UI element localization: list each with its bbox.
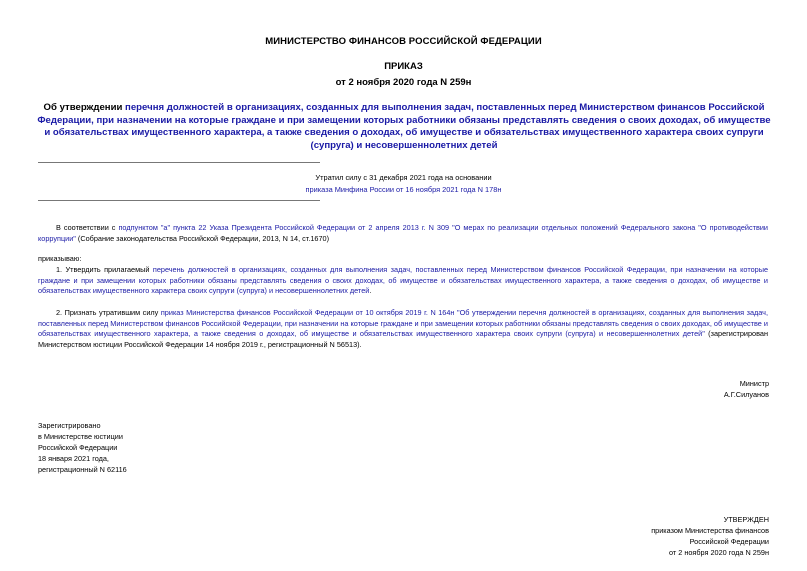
approved-block [549,514,769,558]
signature-name: А.Г.Силуанов [723,390,769,399]
status-block [0,172,807,196]
document-type: ПРИКАЗ [384,61,423,72]
approved-line: от 2 ноября 2020 года N 259н [668,548,769,557]
approved-line: Российской Федерации [689,537,769,546]
item-2-text-after: (зарегистрирован Министерством юстиции Российской Федерации 14 ноября 2019 г., регистрационный N 56513). [38,329,768,350]
registration-line: регистрационный N 62116 [38,465,127,474]
divider-bottom [38,200,320,201]
registration-line: в Министерстве юстиции [38,432,123,441]
item-2-text-before: 2. Признать утратившим силу [56,308,161,317]
order-word: приказываю: [38,254,82,263]
status-link[interactable]: приказа Минфина России от 16 ноября 2021 года N 178н [305,185,502,194]
item-1-text-after: . [369,286,372,296]
item-2-paragraph [38,308,768,351]
registration-line: Зарегистрировано [38,421,101,430]
title-prefix: Об утверждении [43,102,126,113]
ministry-heading: МИНИСТЕРСТВО ФИНАНСОВ РОССИЙСКОЙ ФЕДЕРАЦИИ [265,36,542,47]
title-list-link[interactable]: перечня должностей в организациях, созданных для выполнения задач, поставленных перед Министерством финансов Российской Федерации, при назначении на которые граждане и при замещении которых работники обязаны представлять сведения о своих доходах, об имуществе и обязательствах имущественного характера, а также сведения о доходах, об имуществе и обязательствах имущественного характера своих супруги (супруга) и несовершеннолетних детей [37,102,771,151]
item-1-text-before: 1. Утвердить прилагаемый [56,265,153,274]
divider-top [38,162,320,163]
registration-block [38,420,238,475]
item-1-paragraph [38,265,768,297]
item-1-link[interactable]: перечень должностей в организациях, созданных для выполнения задач, поставленных перед Министерством финансов Российской Федерации, при назначении на которые граждане и при замещении которых работники обязаны представлять сведения о своих доходах, об имуществе и обязательствах имущественного характера, а также сведения о доходах, об имуществе и обязательствах имущественного характера своих супруги (супруга) и несовершеннолетних детей [38,265,768,296]
approved-line: приказом Министерства финансов [651,526,769,535]
preamble-text-before: В соответствии с [56,223,119,232]
preamble-paragraph [38,223,768,244]
registration-line: Российской Федерации [38,443,118,452]
signature-position: Министр [739,379,769,388]
preamble-text-after: (Собрание законодательства Российской Федерации, 2013, N 14, ст.1670) [75,233,330,243]
status-text: Утратил силу с 31 декабря 2021 года на основании [315,173,492,182]
preamble-link[interactable]: подпунктом "а" пункта 22 Указа Президента Российской Федерации от 2 апреля 2013 г. N 309 "О мерах по реализации отдельных положений Федерального закона "О противодействии коррупции" [38,223,769,243]
document-date-number: от 2 ноября 2020 года N 259н [335,77,472,88]
approved-line: УТВЕРЖДЕН [723,515,769,524]
registration-line: 18 января 2021 года, [38,454,109,463]
document-title [34,102,774,152]
signature-block [569,378,769,400]
item-2-link[interactable]: приказ Министерства финансов Российской Федерации от 10 октября 2019 г. N 164н "Об утверждении перечня должностей в организациях, созданных для выполнения задач, поставленных перед Министерством финансов Российской Федерации, при назначении на которые граждане и при замещении которых работники обязаны представлять сведения о своих доходах, об имуществе и обязательствах имущественного характера, а также сведения о доходах, об имуществе и обязательствах имущественного характера своих супруги (супруга) и несовершеннолетних детей" [38,308,768,339]
